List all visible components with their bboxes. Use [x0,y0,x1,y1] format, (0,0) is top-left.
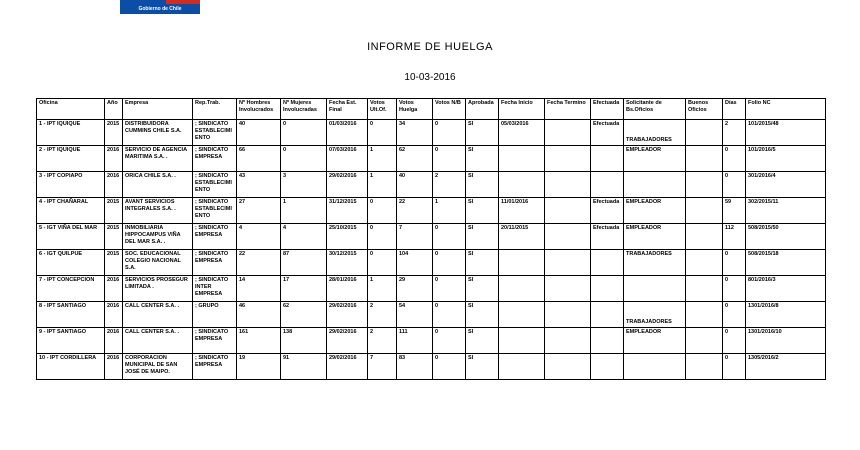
table-row [37,250,826,276]
days-cell: 0 [723,328,746,354]
column-header: Nº Hombres Involucrados [237,99,281,120]
good-offices-cell [686,302,723,328]
office-cell: 8 - IPT SANTIAGO [37,302,105,328]
good-offices-cell [686,172,723,198]
worker-rep-cell: ; SINDICATO INTER EMPRESA [193,276,237,302]
folio-cell: 508/2015/50 [746,224,826,250]
approved-cell: SI [466,120,499,146]
office-cell: 10 - IPT CORDILLERA [37,354,105,380]
column-header: Empresa [123,99,193,120]
last-offer-votes-cell: 0 [368,198,397,224]
strike-votes-cell: 83 [397,354,433,380]
good-offices-requester-cell: TRABAJADORES [624,250,686,276]
company-cell: INMOBILIARIA HIPPOCAMPUS VIÑA DEL MAR S.A. . [123,224,193,250]
women-count-cell: 4 [281,224,327,250]
start-date-cell: 20/11/2015 [499,224,545,250]
table-row [37,302,826,328]
women-count-cell: 3 [281,172,327,198]
days-cell: 112 [723,224,746,250]
worker-rep-cell: ; SINDICATO ESTABLECIMIENTO [193,172,237,198]
worker-rep-cell: ; SINDICATO EMPRESA [193,328,237,354]
table-row [37,328,826,354]
days-cell: 2 [723,120,746,146]
office-cell: 4 - IPT CHAÑARAL [37,198,105,224]
folio-cell: 801/2016/3 [746,276,826,302]
good-offices-requester-cell: TRABAJADORES [624,302,686,328]
table-row [37,354,826,380]
good-offices-cell [686,328,723,354]
final-date-cell: 25/10/2015 [327,224,368,250]
approved-cell: SI [466,224,499,250]
company-cell: AVANT SERVICIOS INTEGRALES S.A. . [123,198,193,224]
men-count-cell: 27 [237,198,281,224]
folio-cell: 101/2016/5 [746,146,826,172]
null-votes-cell: 0 [433,120,466,146]
good-offices-requester-cell: EMPLEADOR [624,198,686,224]
women-count-cell: 62 [281,302,327,328]
women-count-cell: 87 [281,250,327,276]
column-header: Fecha Termino [545,99,591,120]
start-date-cell [499,328,545,354]
year-cell: 2016 [105,328,123,354]
final-date-cell: 29/02/2016 [327,302,368,328]
days-cell: 59 [723,198,746,224]
good-offices-cell [686,198,723,224]
worker-rep-cell: ; SINDICATO ESTABLECIMIENTO [193,198,237,224]
good-offices-cell [686,354,723,380]
end-date-cell [545,198,591,224]
start-date-cell: 05/03/2016 [499,120,545,146]
folio-cell: 1301/2016/8 [746,302,826,328]
executed-cell [591,302,624,328]
last-offer-votes-cell: 1 [368,146,397,172]
column-header: Votos Huelga [397,99,433,120]
days-cell: 0 [723,172,746,198]
women-count-cell: 17 [281,276,327,302]
table-row [37,146,826,172]
executed-cell [591,146,624,172]
executed-cell: Efectuada [591,224,624,250]
worker-rep-cell: ; SINDICATO ESTABLECIMIENTO [193,120,237,146]
good-offices-requester-cell [624,354,686,380]
final-date-cell: 30/12/2015 [327,250,368,276]
executed-cell [591,172,624,198]
office-cell: 3 - IPT COPIAPO [37,172,105,198]
null-votes-cell: 0 [433,302,466,328]
strike-votes-cell: 40 [397,172,433,198]
start-date-cell [499,354,545,380]
end-date-cell [545,146,591,172]
folio-cell: 1305/2016/2 [746,354,826,380]
null-votes-cell: 0 [433,328,466,354]
strike-votes-cell: 34 [397,120,433,146]
women-count-cell: 91 [281,354,327,380]
last-offer-votes-cell: 0 [368,250,397,276]
approved-cell: SI [466,328,499,354]
last-offer-votes-cell: 0 [368,120,397,146]
end-date-cell [545,120,591,146]
final-date-cell: 01/03/2016 [327,120,368,146]
company-cell: SERVICIO DE AGENCIA MARITIMA S.A. . [123,146,193,172]
men-count-cell: 19 [237,354,281,380]
approved-cell: SI [466,302,499,328]
table-row [37,276,826,302]
year-cell: 2016 [105,172,123,198]
column-header: Aprobada [466,99,499,120]
office-cell: 6 - IGT QUILPUE [37,250,105,276]
last-offer-votes-cell: 2 [368,302,397,328]
null-votes-cell: 0 [433,146,466,172]
men-count-cell: 40 [237,120,281,146]
column-header: Rep.Trab. [193,99,237,120]
office-cell: 1 - IPT IQUIQUE [37,120,105,146]
column-header: Votos N/B [433,99,466,120]
women-count-cell: 138 [281,328,327,354]
company-cell: CALL CENTER S.A. . [123,328,193,354]
end-date-cell [545,354,591,380]
end-date-cell [545,172,591,198]
column-header: Año [105,99,123,120]
report-date: 10-03-2016 [404,72,456,83]
strike-votes-cell: 111 [397,328,433,354]
days-cell: 0 [723,250,746,276]
final-date-cell: 29/02/2016 [327,354,368,380]
government-logo [120,0,200,14]
office-cell: 5 - IGT VIÑA DEL MAR [37,224,105,250]
days-cell: 0 [723,276,746,302]
last-offer-votes-cell: 1 [368,276,397,302]
start-date-cell [499,302,545,328]
good-offices-requester-cell [624,276,686,302]
logo-flag-stripe [166,0,200,4]
approved-cell: SI [466,250,499,276]
year-cell: 2016 [105,146,123,172]
null-votes-cell: 2 [433,172,466,198]
last-offer-votes-cell: 2 [368,328,397,354]
company-cell: ORICA CHILE S.A. . [123,172,193,198]
men-count-cell: 66 [237,146,281,172]
end-date-cell [545,224,591,250]
last-offer-votes-cell: 7 [368,354,397,380]
table-header-row [37,99,826,120]
final-date-cell: 29/02/2016 [327,172,368,198]
women-count-cell: 1 [281,198,327,224]
executed-cell: Efectuada [591,120,624,146]
men-count-cell: 4 [237,224,281,250]
end-date-cell [545,250,591,276]
column-header: Días [723,99,746,120]
worker-rep-cell: ; SINDICATO EMPRESA [193,250,237,276]
men-count-cell: 22 [237,250,281,276]
strike-votes-cell: 54 [397,302,433,328]
men-count-cell: 161 [237,328,281,354]
year-cell: 2016 [105,302,123,328]
report-title: INFORME DE HUELGA [367,41,493,53]
good-offices-cell [686,276,723,302]
approved-cell: SI [466,146,499,172]
last-offer-votes-cell: 1 [368,172,397,198]
end-date-cell [545,302,591,328]
office-cell: 9 - IPT SANTIAGO [37,328,105,354]
worker-rep-cell: ; SINDICATO EMPRESA [193,224,237,250]
days-cell: 0 [723,354,746,380]
start-date-cell [499,250,545,276]
column-header: Oficina [37,99,105,120]
table-row [37,172,826,198]
year-cell: 2015 [105,120,123,146]
men-count-cell: 14 [237,276,281,302]
men-count-cell: 43 [237,172,281,198]
strike-votes-cell: 62 [397,146,433,172]
good-offices-cell [686,120,723,146]
end-date-cell [545,328,591,354]
start-date-cell: 11/01/2016 [499,198,545,224]
office-cell: 7 - IPT CONCEPCION [37,276,105,302]
null-votes-cell: 0 [433,224,466,250]
good-offices-cell [686,224,723,250]
strike-votes-cell: 22 [397,198,433,224]
approved-cell: SI [466,198,499,224]
executed-cell [591,328,624,354]
worker-rep-cell: ; GRUPO [193,302,237,328]
last-offer-votes-cell: 0 [368,224,397,250]
start-date-cell [499,172,545,198]
table-row [37,198,826,224]
year-cell: 2015 [105,198,123,224]
executed-cell [591,276,624,302]
table-row [37,224,826,250]
good-offices-requester-cell: EMPLEADOR [624,328,686,354]
table-row [37,120,826,146]
strike-votes-cell: 29 [397,276,433,302]
days-cell: 0 [723,302,746,328]
column-header: Solicitante de Bs.Oficios [624,99,686,120]
strike-votes-cell: 7 [397,224,433,250]
men-count-cell: 46 [237,302,281,328]
column-header: Fecha Inicio [499,99,545,120]
year-cell: 2016 [105,354,123,380]
executed-cell: Efectuada [591,198,624,224]
null-votes-cell: 0 [433,276,466,302]
executed-cell [591,354,624,380]
executed-cell [591,250,624,276]
column-header: Buenos Oficios [686,99,723,120]
good-offices-requester-cell [624,172,686,198]
company-cell: CORPORACION MUNICIPAL DE SAN JOSÉ DE MAIPO. [123,354,193,380]
column-header: Nº Mujeres Involucradas [281,99,327,120]
final-date-cell: 07/03/2016 [327,146,368,172]
approved-cell: SI [466,172,499,198]
column-header: Efectuada [591,99,624,120]
company-cell: SERVICIOS PROSEGUR LIMITADA . [123,276,193,302]
null-votes-cell: 1 [433,198,466,224]
worker-rep-cell: ; SINDICATO EMPRESA [193,146,237,172]
strike-votes-cell: 104 [397,250,433,276]
column-header: Fecha Est. Final [327,99,368,120]
final-date-cell: 31/12/2015 [327,198,368,224]
start-date-cell [499,146,545,172]
folio-cell: 301/2016/4 [746,172,826,198]
folio-cell: 101/2015/48 [746,120,826,146]
approved-cell: SI [466,354,499,380]
folio-cell: 508/2015/18 [746,250,826,276]
strike-report-table [36,98,826,380]
year-cell: 2016 [105,276,123,302]
null-votes-cell: 0 [433,250,466,276]
start-date-cell [499,276,545,302]
logo-text: Gobierno de Chile [138,6,182,12]
company-cell: DISTRIBUIDORA CUMMINS CHILE S.A. [123,120,193,146]
column-header: Votos Ult.Of. [368,99,397,120]
good-offices-requester-cell: EMPLEADOR [624,224,686,250]
year-cell: 2015 [105,250,123,276]
worker-rep-cell: ; SINDICATO EMPRESA [193,354,237,380]
company-cell: SOC. EDUCACIONAL COLEGIO NACIONAL S.A. [123,250,193,276]
women-count-cell: 0 [281,120,327,146]
year-cell: 2015 [105,224,123,250]
null-votes-cell: 0 [433,354,466,380]
end-date-cell [545,276,591,302]
final-date-cell: 29/02/2016 [327,328,368,354]
folio-cell: 302/2015/11 [746,198,826,224]
column-header: Folio NC [746,99,826,120]
office-cell: 2 - IPT IQUIQUE [37,146,105,172]
good-offices-requester-cell: TRABAJADORES [624,120,686,146]
approved-cell: SI [466,276,499,302]
good-offices-cell [686,146,723,172]
good-offices-cell [686,250,723,276]
good-offices-requester-cell: EMPLEADOR [624,146,686,172]
women-count-cell: 0 [281,146,327,172]
folio-cell: 1301/2016/10 [746,328,826,354]
final-date-cell: 28/01/2016 [327,276,368,302]
company-cell: CALL CENTER S.A. . [123,302,193,328]
days-cell: 0 [723,146,746,172]
